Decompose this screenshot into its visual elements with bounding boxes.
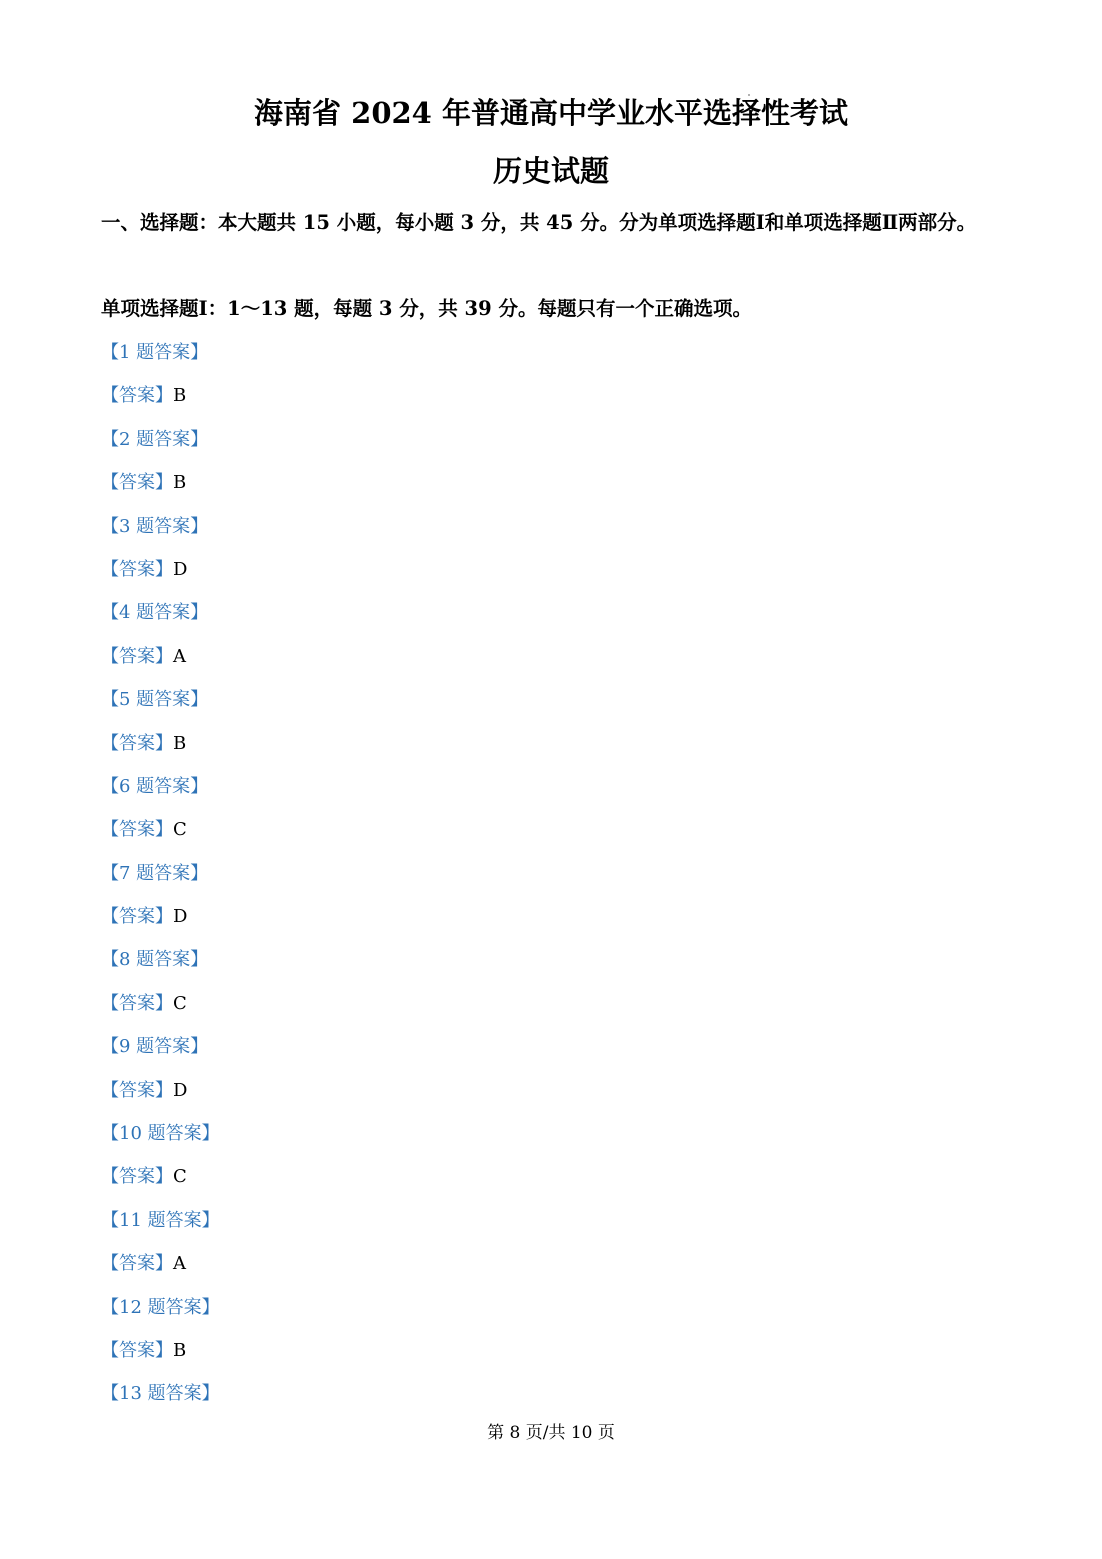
answer-row: [101, 1069, 1001, 1112]
left-bracket: 【: [101, 515, 119, 537]
question-heading: [101, 1286, 1001, 1329]
right-bracket: 】: [155, 645, 173, 667]
answer-value: D: [173, 906, 188, 928]
question-heading-label: 9 题答案: [119, 1036, 191, 1058]
left-bracket: 【: [101, 1383, 119, 1405]
answer-label: 答案: [119, 1166, 155, 1188]
answer-label: 答案: [119, 558, 155, 580]
answer-row: [101, 1155, 1001, 1198]
question-heading-label: 6 题答案: [119, 775, 191, 797]
question-heading-label: 2 题答案: [119, 428, 191, 450]
answer-value: D: [173, 558, 188, 580]
question-heading-label: 7 题答案: [119, 862, 191, 884]
answer-label: 答案: [119, 992, 155, 1014]
left-bracket: 【: [101, 819, 119, 841]
left-bracket: 【: [101, 992, 119, 1014]
right-bracket: 】: [155, 819, 173, 841]
left-bracket: 【: [101, 689, 119, 711]
right-bracket: 】: [190, 775, 209, 797]
right-bracket: 】: [155, 1079, 173, 1101]
question-heading-label: 10 题答案: [119, 1123, 202, 1145]
answer-row: [101, 635, 1001, 678]
answer-value: A: [173, 1253, 186, 1275]
left-bracket: 【: [101, 385, 119, 407]
question-heading-label: 4 题答案: [119, 602, 191, 624]
answer-value: B: [173, 732, 187, 754]
left-bracket: 【: [101, 1166, 119, 1188]
question-heading: [101, 418, 1001, 461]
right-bracket: 】: [190, 1036, 209, 1058]
right-bracket: 】: [190, 862, 209, 884]
left-bracket: 【: [101, 862, 119, 884]
right-bracket: 】: [190, 602, 209, 624]
answer-row: [101, 895, 1001, 938]
right-bracket: 】: [190, 515, 209, 537]
answer-row: [101, 461, 1001, 504]
answer-label: 答案: [119, 732, 155, 754]
right-bracket: 】: [155, 906, 173, 928]
answer-row: [101, 374, 1001, 417]
single-choice-instruction: 单项选择题Ⅰ：1～13 题，每题 3 分，共 39 分。每题只有一个正确选项。: [101, 297, 752, 320]
answer-value: B: [173, 1339, 187, 1361]
left-bracket: 【: [101, 1339, 119, 1361]
question-heading: [101, 1025, 1001, 1068]
right-bracket: 】: [201, 1296, 220, 1318]
section-intro: 一、选择题：本大题共 15 小题，每小题 3 分，共 45 分。分为单项选择题Ⅰ和单项选择题Ⅱ两部分。: [101, 211, 977, 234]
left-bracket: 【: [101, 645, 119, 667]
right-bracket: 】: [155, 992, 173, 1014]
answer-value: B: [173, 385, 187, 407]
question-heading: [101, 765, 1001, 808]
left-bracket: 【: [101, 1036, 119, 1058]
answer-row: [101, 548, 1001, 591]
answer-label: 答案: [119, 472, 155, 494]
right-bracket: 】: [155, 558, 173, 580]
right-bracket: 】: [201, 1383, 220, 1405]
answer-row: [101, 808, 1001, 851]
left-bracket: 【: [101, 1296, 119, 1318]
left-bracket: 【: [101, 1079, 119, 1101]
left-bracket: 【: [101, 1253, 119, 1275]
page-subtitle: 历史试题: [492, 154, 609, 188]
question-heading: [101, 938, 1001, 981]
answer-row: [101, 1329, 1001, 1372]
answer-value: C: [173, 819, 187, 841]
right-bracket: 】: [155, 1339, 173, 1361]
right-bracket: 】: [190, 949, 209, 971]
left-bracket: 【: [101, 472, 119, 494]
question-heading-label: 5 题答案: [119, 689, 191, 711]
answer-value: C: [173, 992, 187, 1014]
question-heading: [101, 1112, 1001, 1155]
answer-label: 答案: [119, 645, 155, 667]
right-bracket: 】: [155, 472, 173, 494]
left-bracket: 【: [101, 949, 119, 971]
left-bracket: 【: [101, 1123, 119, 1145]
right-bracket: 】: [155, 385, 173, 407]
answer-value: B: [173, 472, 187, 494]
right-bracket: 】: [155, 1253, 173, 1275]
answer-value: A: [173, 645, 186, 667]
left-bracket: 【: [101, 558, 119, 580]
answer-label: 答案: [119, 1079, 155, 1101]
answer-value: D: [173, 1079, 188, 1101]
left-bracket: 【: [101, 428, 119, 450]
question-heading: [101, 1199, 1001, 1242]
question-heading-label: 8 题答案: [119, 949, 191, 971]
answer-label: 答案: [119, 906, 155, 928]
answer-row: [101, 982, 1001, 1025]
answer-list: [101, 331, 1001, 1416]
answer-label: 答案: [119, 1253, 155, 1275]
question-heading-label: 13 题答案: [119, 1383, 202, 1405]
question-heading: [101, 852, 1001, 895]
left-bracket: 【: [101, 1209, 119, 1231]
right-bracket: 】: [190, 689, 209, 711]
left-bracket: 【: [101, 342, 119, 363]
right-bracket: 】: [155, 732, 173, 754]
question-heading: [101, 505, 1001, 548]
question-heading: [101, 1372, 1001, 1415]
answer-value: C: [173, 1166, 187, 1188]
answer-label: 答案: [119, 819, 155, 841]
left-bracket: 【: [101, 775, 119, 797]
answer-label: 答案: [119, 385, 155, 407]
right-bracket: 】: [190, 342, 209, 363]
right-bracket: 】: [201, 1123, 220, 1145]
right-bracket: 】: [155, 1166, 173, 1188]
left-bracket: 【: [101, 906, 119, 928]
question-heading-label: 3 题答案: [119, 515, 191, 537]
page-footer: 第 8 页/共 10 页: [487, 1423, 615, 1443]
question-heading-label: 1 题答案: [119, 342, 191, 363]
question-heading-label: 11 题答案: [119, 1209, 202, 1231]
question-heading: [101, 331, 1001, 374]
right-bracket: 】: [190, 428, 209, 450]
question-heading: [101, 678, 1001, 721]
left-bracket: 【: [101, 732, 119, 754]
page-title: 海南省 2024 年普通高中学业水平选择性考试: [254, 96, 848, 130]
answer-label: 答案: [119, 1339, 155, 1361]
answer-row: [101, 1242, 1001, 1285]
left-bracket: 【: [101, 602, 119, 624]
question-heading: [101, 591, 1001, 634]
question-heading-label: 12 题答案: [119, 1296, 202, 1318]
right-bracket: 】: [201, 1209, 220, 1231]
answer-row: [101, 722, 1001, 765]
